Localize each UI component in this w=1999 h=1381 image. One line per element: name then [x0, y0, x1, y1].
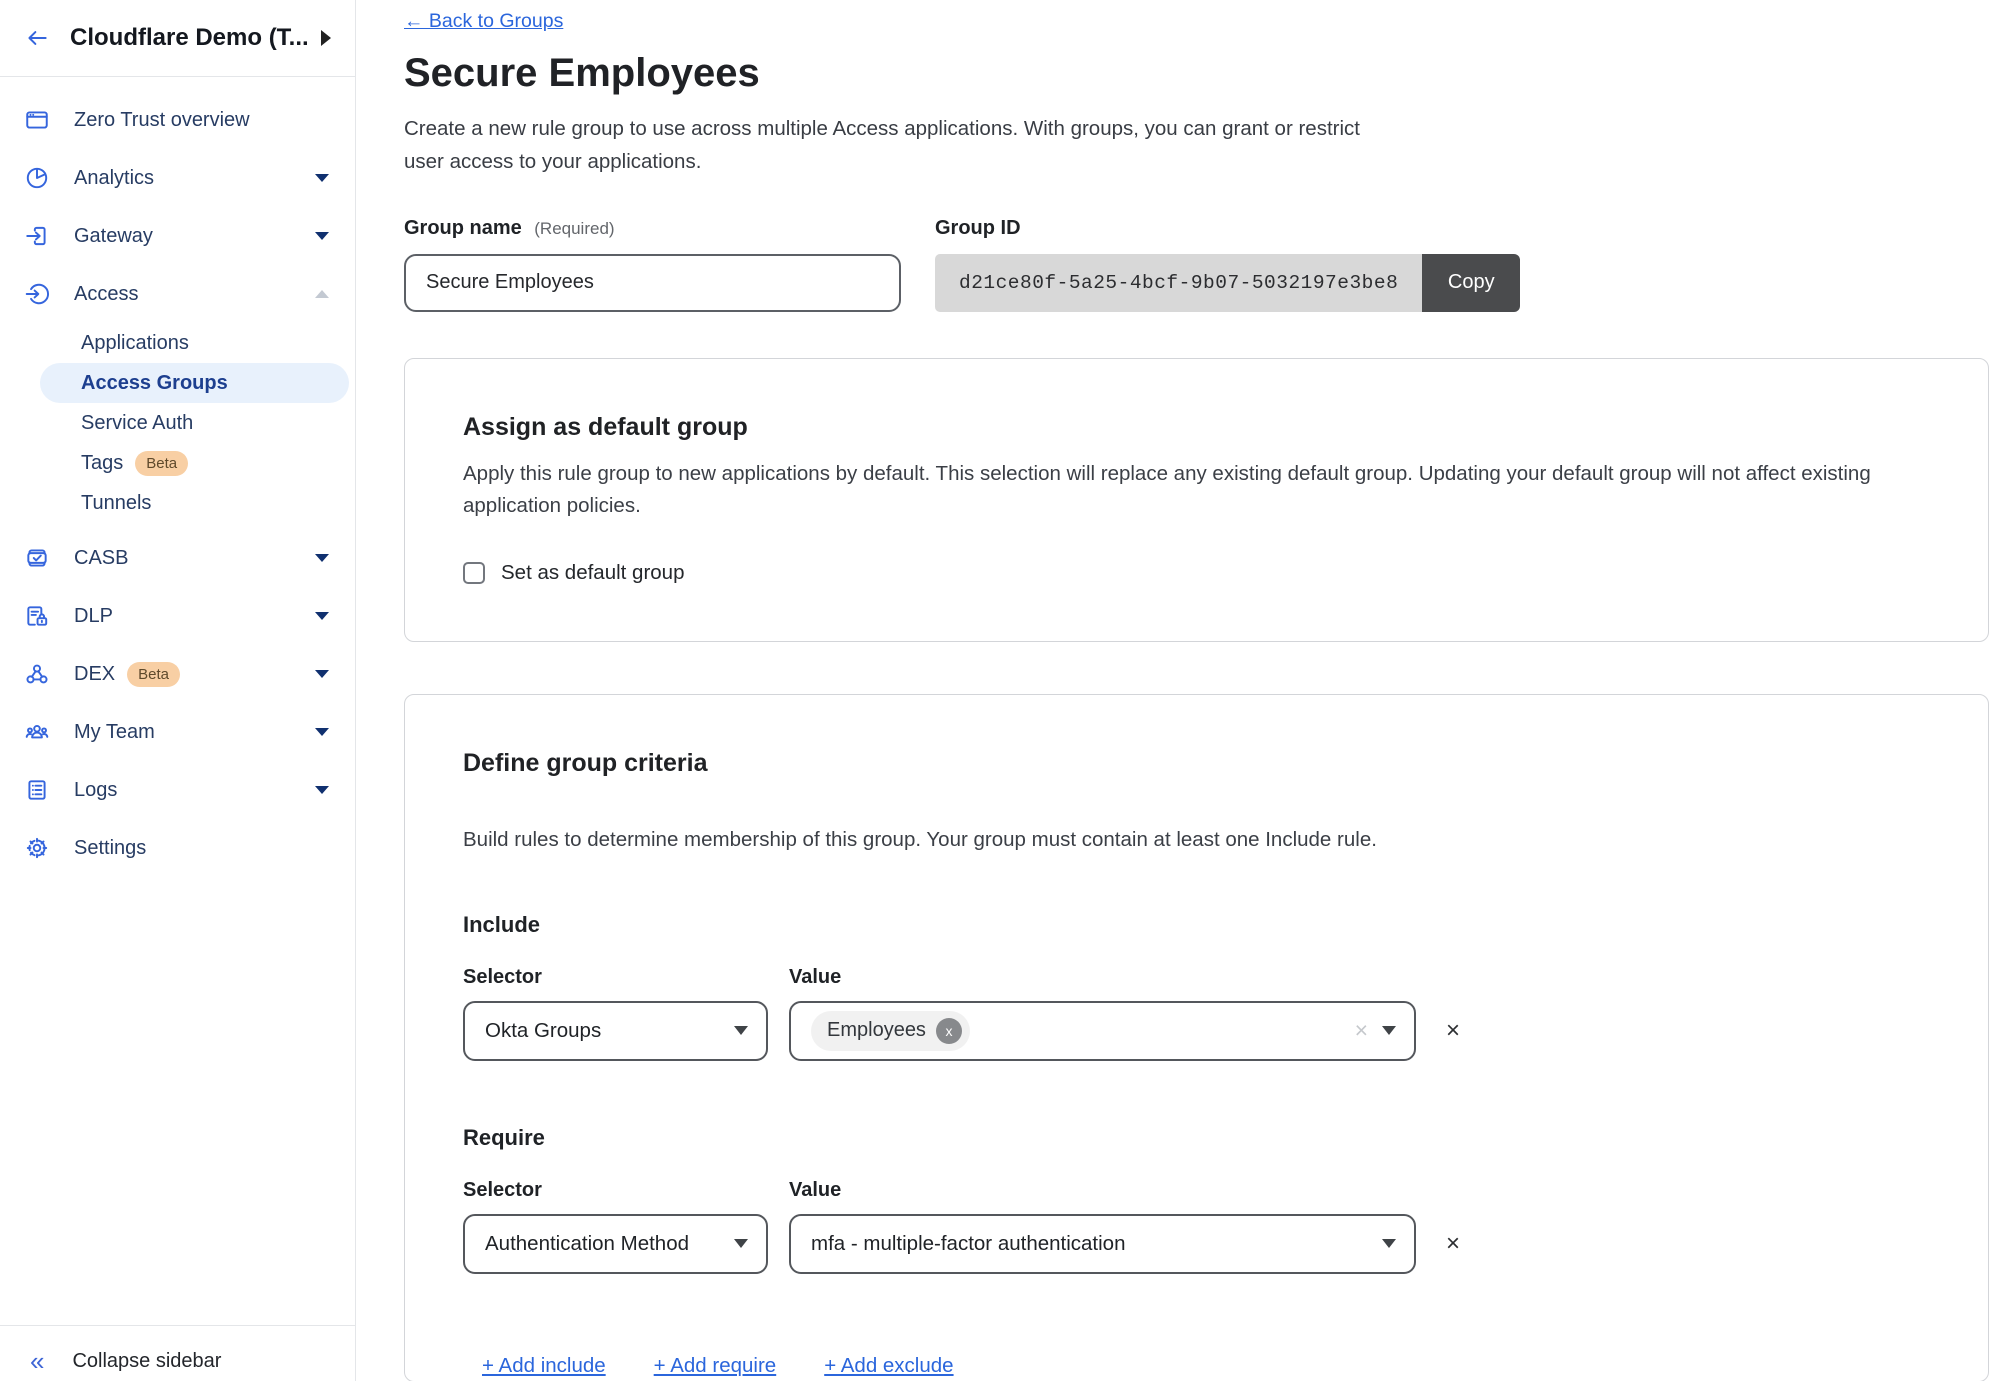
overview-icon	[24, 107, 50, 133]
main-content	[356, 0, 1999, 1381]
default-group-card	[404, 358, 1989, 642]
dlp-icon	[24, 603, 50, 629]
remove-include-rule-button[interactable]: ×	[1446, 1016, 1461, 1044]
sidebar-item-analytics[interactable]	[0, 149, 355, 207]
value-chip-label: Employees	[827, 1019, 926, 1042]
team-icon	[24, 719, 50, 745]
chevron-down-icon	[1382, 1239, 1396, 1248]
group-name-field	[404, 217, 901, 312]
criteria-card-title: Define group criteria	[463, 748, 708, 777]
dex-icon	[24, 661, 50, 687]
sidebar-item-label: DEX	[74, 662, 116, 685]
sidebar	[0, 0, 356, 1381]
chevron-down-icon[interactable]	[315, 612, 329, 620]
add-include-link[interactable]: + Add include	[482, 1353, 606, 1377]
copy-button[interactable]: Copy	[1422, 254, 1520, 312]
sidebar-item-dlp[interactable]	[0, 587, 355, 645]
add-exclude-link[interactable]: + Add exclude	[824, 1353, 954, 1377]
chevron-down-icon	[734, 1239, 748, 1248]
sidebar-item-access[interactable]	[0, 265, 355, 323]
gear-icon	[24, 835, 50, 861]
sidebar-subitem-label: Tags	[81, 451, 124, 474]
require-heading: Require	[463, 1124, 545, 1150]
include-heading: Include	[463, 911, 541, 937]
sidebar-item-access-groups[interactable]	[40, 363, 349, 403]
include-labels-row	[463, 966, 1930, 989]
sidebar-item-label: Access	[74, 282, 139, 305]
include-value-multiselect[interactable]	[789, 1001, 1416, 1061]
value-column-label: Value	[789, 1178, 842, 1201]
remove-require-rule-button[interactable]: ×	[1446, 1229, 1461, 1257]
chevron-down-icon[interactable]	[315, 554, 329, 562]
group-name-input[interactable]	[404, 254, 901, 312]
add-require-link[interactable]: + Add require	[653, 1353, 777, 1377]
default-group-card-description: Apply this rule group to new applications by default. This selection will replace any existing default group. Updating your default group will not affect existing application policies.	[463, 461, 1871, 517]
sidebar-item-label: Settings	[74, 836, 147, 859]
chevron-down-icon	[1382, 1026, 1396, 1035]
chevron-down-icon[interactable]	[315, 670, 329, 678]
collapse-sidebar-label: Collapse sidebar	[72, 1350, 222, 1372]
criteria-card-description: Build rules to determine membership of this group. Your group must contain at least one Include rule.	[463, 827, 1377, 851]
criteria-card	[404, 694, 1989, 1381]
require-labels-row	[463, 1179, 1930, 1202]
sidebar-item-label: Analytics	[74, 166, 155, 189]
collapse-sidebar-button[interactable]	[0, 1325, 355, 1381]
logs-icon	[24, 777, 50, 803]
group-id-field	[935, 217, 1520, 312]
group-meta-row	[404, 217, 1999, 312]
clear-value-icon[interactable]: ×	[1354, 1017, 1368, 1044]
sidebar-item-applications[interactable]	[40, 323, 349, 363]
require-rule-row	[463, 1214, 1930, 1274]
chip-remove-icon[interactable]: x	[936, 1018, 962, 1044]
chevron-up-icon[interactable]	[315, 290, 329, 298]
required-hint: (Required)	[534, 218, 615, 238]
require-value-text: mfa - multiple-factor authentication	[811, 1231, 1126, 1255]
back-arrow-icon[interactable]	[24, 25, 50, 51]
sidebar-subitem-label: Tunnels	[81, 491, 152, 514]
back-to-groups-link[interactable]: ← Back to Groups	[404, 10, 564, 32]
gateway-icon	[24, 223, 50, 249]
sidebar-subitem-label: Applications	[81, 331, 189, 354]
sidebar-item-label: My Team	[74, 720, 155, 743]
sidebar-account-header[interactable]	[0, 0, 355, 77]
chevron-down-icon[interactable]	[315, 174, 329, 182]
set-default-group-checkbox[interactable]	[463, 562, 485, 584]
account-expand-caret-icon[interactable]	[321, 30, 331, 46]
add-rule-links	[482, 1354, 1930, 1378]
sidebar-item-dex[interactable]	[0, 645, 355, 703]
selector-column-label: Selector	[463, 965, 542, 988]
sidebar-item-label: DLP	[74, 604, 113, 627]
sidebar-item-label: Gateway	[74, 224, 153, 247]
chevron-down-icon[interactable]	[315, 232, 329, 240]
sidebar-subitem-label: Access Groups	[81, 371, 228, 394]
selector-column-label: Selector	[463, 1178, 542, 1201]
sidebar-item-tags[interactable]	[40, 443, 349, 483]
sidebar-item-my-team[interactable]	[0, 703, 355, 761]
account-name: Cloudflare Demo (T...	[70, 24, 309, 51]
require-value-dropdown[interactable]	[789, 1214, 1416, 1274]
chevron-down-icon	[734, 1026, 748, 1035]
casb-icon	[24, 545, 50, 571]
access-icon	[24, 281, 50, 307]
access-submenu	[0, 323, 355, 523]
sidebar-item-casb[interactable]	[0, 529, 355, 587]
require-selector-dropdown[interactable]	[463, 1214, 768, 1274]
include-selector-value: Okta Groups	[485, 1018, 602, 1042]
sidebar-item-zero-trust-overview[interactable]	[0, 91, 355, 149]
chevron-down-icon[interactable]	[315, 728, 329, 736]
sidebar-item-label: Zero Trust overview	[74, 108, 250, 131]
group-id-box	[935, 254, 1520, 312]
beta-badge: Beta	[135, 451, 188, 476]
include-rule-row	[463, 1001, 1930, 1061]
sidebar-item-logs[interactable]	[0, 761, 355, 819]
set-default-group-row[interactable]	[463, 561, 1930, 585]
sidebar-subitem-label: Service Auth	[81, 411, 194, 434]
group-id-label: Group ID	[935, 216, 1021, 239]
sidebar-nav	[0, 77, 355, 1325]
sidebar-item-label: CASB	[74, 546, 129, 569]
sidebar-item-label: Logs	[74, 778, 118, 801]
analytics-icon	[24, 165, 50, 191]
include-selector-dropdown[interactable]	[463, 1001, 768, 1061]
group-id-value: d21ce80f-5a25-4bcf-9b07-5032197e3be8	[935, 254, 1422, 312]
page-description: Create a new rule group to use across multiple Access applications. With groups, you can grant or restrict user access to your applications.	[404, 117, 1360, 174]
value-chip	[811, 1011, 970, 1051]
collapse-chevrons-icon: «	[30, 1346, 45, 1376]
beta-badge: Beta	[127, 662, 180, 687]
value-column-label: Value	[789, 965, 842, 988]
group-name-label: Group name	[404, 216, 522, 239]
require-selector-value: Authentication Method	[485, 1231, 689, 1255]
sidebar-item-gateway[interactable]	[0, 207, 355, 265]
chevron-down-icon[interactable]	[315, 786, 329, 794]
sidebar-item-settings[interactable]	[0, 819, 355, 877]
sidebar-item-service-auth[interactable]	[40, 403, 349, 443]
sidebar-item-tunnels[interactable]	[40, 483, 349, 523]
default-group-card-title: Assign as default group	[463, 412, 748, 441]
set-default-group-label: Set as default group	[501, 561, 685, 585]
page-title: Secure Employees	[404, 51, 760, 95]
